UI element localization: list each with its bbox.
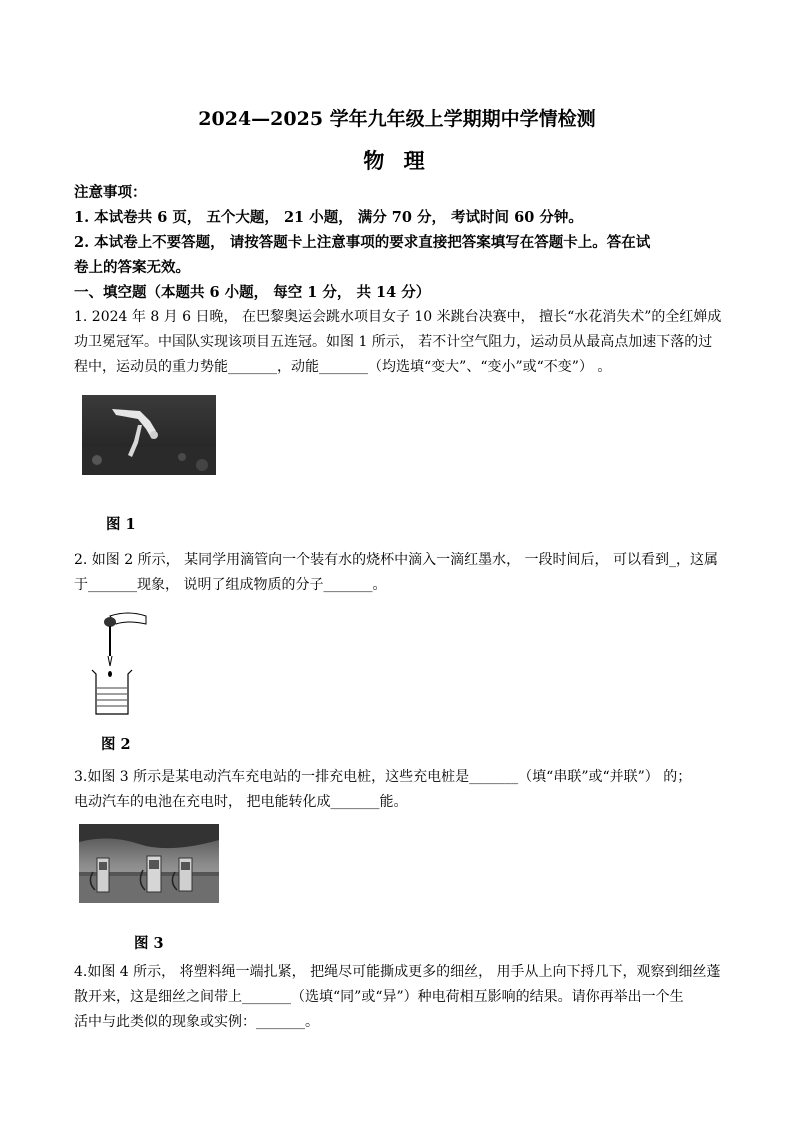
figure-2-dropper-beaker-diagram xyxy=(88,608,150,718)
q4-line-1: 4.如图 4 所示， 将塑料绳一端扎紧， 把绳尽可能撕成更多的细丝， 用手从上向下捋几下，观察到细丝蓬 xyxy=(74,964,721,980)
q2-line-2: 于_______现象， 说明了组成物质的分子_______。 xyxy=(74,577,387,593)
notice-item-2-line-1: 2. 本试卷上不要答题， 请按答题卡上注意事项的要求直接把答案填写在答题卡上。答在试 xyxy=(74,234,651,251)
figure-1-diver-photo xyxy=(82,395,216,475)
exam-title: 2024—2025 学年九年级上学期期中学情检测 xyxy=(198,108,596,130)
figure-1-label: 图 1 xyxy=(106,516,136,533)
q3-line-2: 电动汽车的电池在充电时， 把电能转化成_______能。 xyxy=(74,794,408,810)
figure-3-label: 图 3 xyxy=(134,935,164,952)
subject-title: 物 理 xyxy=(363,148,431,173)
notice-heading: 注意事项： xyxy=(74,184,147,201)
q3-line-1: 3.如图 3 所示是某电动汽车充电站的一排充电桩，这些充电桩是_______（填“串联”或“并联”） 的； xyxy=(74,769,692,785)
q1-line-2: 功卫冕冠军。中国队实现该项目五连冠。如图 1 所示， 若不计空气阻力，运动员从最高点加速下落的过 xyxy=(74,334,713,350)
notice-item-1: 1. 本试卷共 6 页， 五个大题， 21 小题， 满分 70 分， 考试时间 60 分钟。 xyxy=(74,209,583,226)
figure-2-label: 图 2 xyxy=(101,736,131,753)
figure-3-charging-station-photo xyxy=(79,824,219,903)
section-1-heading: 一、填空题（本题共 6 小题， 每空 1 分， 共 14 分） xyxy=(74,284,431,301)
q1-line-1: 1. 2024 年 8 月 6 日晚， 在巴黎奥运会跳水项目女子 10 米跳台决赛中， 擅长“水花消失术”的全红婵成 xyxy=(74,309,722,325)
q4-line-2: 散开来，这是细丝之间带上_______（选填“同”或“异”）种电荷相互影响的结果。请你再举出一个生 xyxy=(74,989,684,1005)
q2-line-1: 2. 如图 2 所示， 某同学用滴管向一个装有水的烧杯中滴入一滴红墨水， 一段时间后， 可以看到_，这属 xyxy=(74,552,718,568)
notice-item-2-line-2: 卷上的答案无效。 xyxy=(74,259,190,276)
q1-line-3: 程中，运动员的重力势能_______，动能_______（均选填“变大”、“变小”或“不变”） 。 xyxy=(74,359,612,375)
q4-line-3: 活中与此类似的现象或实例：_______。 xyxy=(74,1014,319,1030)
